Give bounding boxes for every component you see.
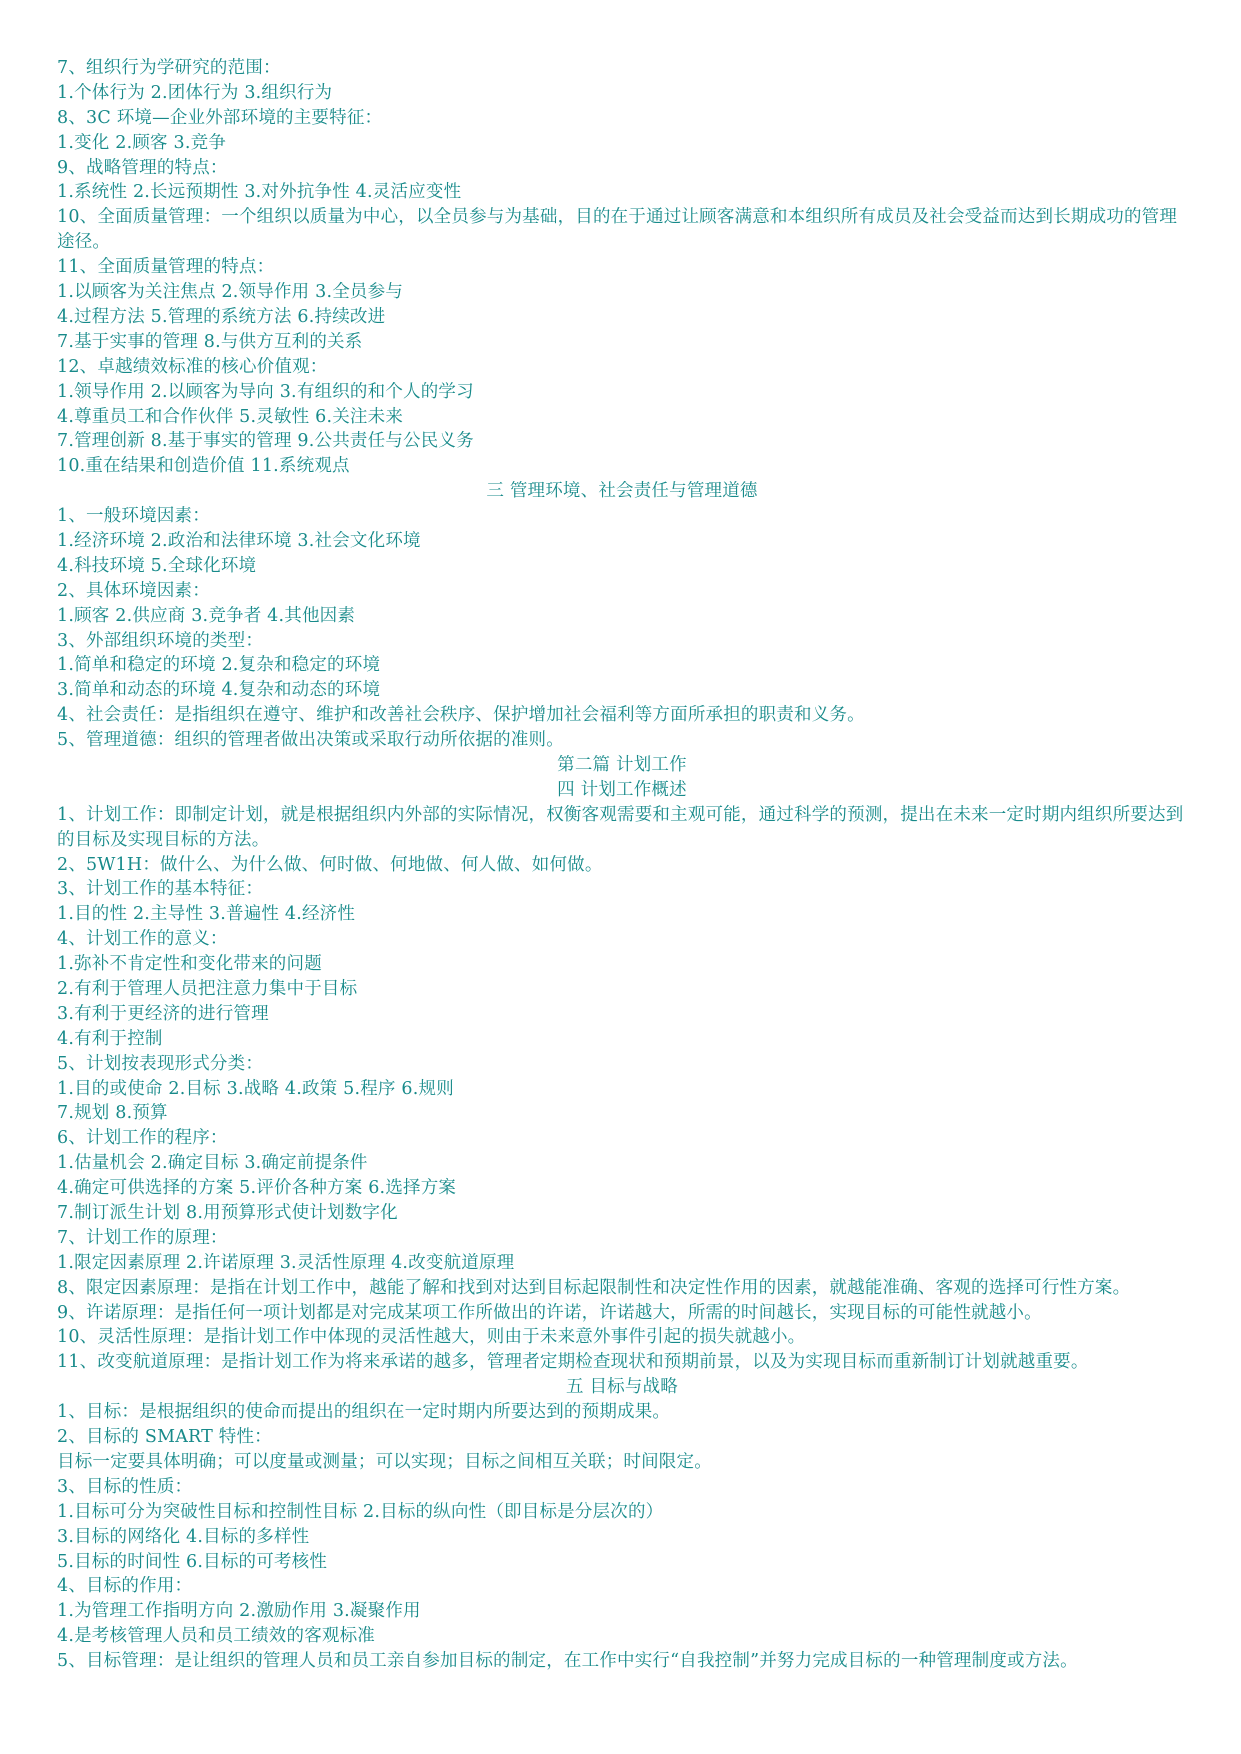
text-line: 4.确定可供选择的方案 5.评价各种方案 6.选择方案 [57, 1178, 457, 1199]
text-line: 11、改变航道原理：是指计划工作为将来承诺的越多，管理者定期检查现状和预期前景，以及为实现目标而重新制订计划就越重要。 [57, 1352, 1089, 1373]
text-line: 2、具体环境因素： [57, 580, 210, 601]
text-line: 7.管理创新 8.基于事实的管理 9.公共责任与公民义务 [57, 431, 474, 452]
text-line: 8、限定因素原理：是指在计划工作中，越能了解和找到对达到目标起限制性和决定性作用的因素，就越能准确、客观的选择可行性方案。 [57, 1277, 1131, 1298]
text-line: 3、外部组织环境的类型： [57, 630, 264, 651]
text-line: 6、计划工作的程序： [57, 1128, 228, 1149]
text-line: 10、灵活性原理：是指计划工作中体现的灵活性越大，则由于未来意外事件引起的损失就越小。 [57, 1327, 806, 1348]
text-line: 9、许诺原理：是指任何一项计划都是对完成某项工作所做出的许诺，许诺越大，所需的时间越长，实现目标的可能性就越小。 [57, 1302, 1042, 1323]
text-line: 1.简单和稳定的环境 2.复杂和稳定的环境 [57, 655, 381, 676]
text-line: 1.系统性 2.长远预期性 3.对外抗争性 4.灵活应变性 [57, 182, 462, 203]
section-heading: 三 管理环境、社会责任与管理道德 [486, 481, 758, 502]
text-line: 5、计划按表现形式分类： [57, 1053, 264, 1074]
text-line: 10.重在结果和创造价值 11.系统观点 [57, 456, 350, 477]
text-line: 3.有利于更经济的进行管理 [57, 1003, 269, 1024]
text-line: 4.是考核管理人员和员工绩效的客观标准 [57, 1626, 375, 1647]
text-line: 3、计划工作的基本特征： [57, 879, 264, 900]
text-line: 1.为管理工作指明方向 2.激励作用 3.凝聚作用 [57, 1601, 421, 1622]
section-heading: 五 目标与战略 [566, 1377, 678, 1398]
section-heading: 第二篇 计划工作 [557, 754, 687, 775]
text-line: 1.目的性 2.主导性 3.普遍性 4.经济性 [57, 904, 356, 925]
text-line: 12、卓越绩效标准的核心价值观： [57, 356, 328, 377]
text-line: 1.弥补不肯定性和变化带来的问题 [57, 954, 322, 975]
text-line: 2、5W1H：做什么、为什么做、何时做、何地做、何人做、如何做。 [57, 854, 603, 875]
text-line: 4、社会责任：是指组织在遵守、维护和改善社会秩序、保护增加社会福利等方面所承担的职责和义务。 [57, 705, 865, 726]
text-line: 5、管理道德：组织的管理者做出决策或采取行动所依据的准则。 [57, 730, 564, 751]
text-line: 1.变化 2.顾客 3.竞争 [57, 132, 227, 153]
text-line: 7.规划 8.预算 [57, 1103, 168, 1124]
text-line: 7.基于实事的管理 8.与供方互利的关系 [57, 331, 363, 352]
text-line: 1.限定因素原理 2.许诺原理 3.灵活性原理 4.改变航道原理 [57, 1252, 515, 1273]
text-line: 4、目标的作用： [57, 1576, 193, 1597]
text-line: 1.顾客 2.供应商 3.竞争者 4.其他因素 [57, 605, 356, 626]
text-line: 4.科技环境 5.全球化环境 [57, 555, 257, 576]
text-line: 1.以顾客为关注焦点 2.领导作用 3.全员参与 [57, 282, 404, 303]
text-line: 1.目标可分为突破性目标和控制性目标 2.目标的纵向性（即目标是分层次的） [57, 1501, 664, 1522]
text-line: 5.目标的时间性 6.目标的可考核性 [57, 1551, 328, 1572]
text-line: 11、全面质量管理的特点： [57, 257, 275, 278]
document-body [57, 56, 1187, 1674]
text-line: 7、组织行为学研究的范围： [57, 58, 281, 78]
text-line: 7、计划工作的原理： [57, 1227, 228, 1248]
text-line: 4.有利于控制 [57, 1028, 163, 1049]
text-line: 1、目标：是根据组织的使命而提出的组织在一定时期内所要达到的预期成果。 [57, 1402, 671, 1423]
text-line: 10、全面质量管理：一个组织以质量为中心，以全员参与为基础，目的在于通过让顾客满意和本组织所有成员及社会受益而达到长期成功的管理途径。 [57, 207, 1178, 253]
text-line: 7.制订派生计划 8.用预算形式使计划数字化 [57, 1203, 398, 1224]
text-line: 4.尊重员工和合作伙伴 5.灵敏性 6.关注未来 [57, 406, 404, 427]
text-line: 1.目的或使命 2.目标 3.战略 4.政策 5.程序 6.规则 [57, 1078, 454, 1099]
text-line: 1.估量机会 2.确定目标 3.确定前提条件 [57, 1153, 368, 1174]
text-line: 1、计划工作：即制定计划，就是根据组织内外部的实际情况，权衡客观需要和主观可能，通过科学的预测，提出在未来一定时期内组织所要达到的目标及实现目标的方法。 [57, 804, 1184, 850]
text-line: 目标一定要具体明确；可以度量或测量；可以实现；目标之间相互关联；时间限定。 [57, 1451, 712, 1472]
text-line: 1.个体行为 2.团体行为 3.组织行为 [57, 82, 333, 103]
text-line: 9、战略管理的特点： [57, 157, 228, 178]
text-line: 3.目标的网络化 4.目标的多样性 [57, 1526, 310, 1547]
text-line: 1.经济环境 2.政治和法律环境 3.社会文化环境 [57, 530, 421, 551]
text-line: 2、目标的 SMART 特性： [57, 1427, 272, 1448]
text-line: 4.过程方法 5.管理的系统方法 6.持续改进 [57, 306, 386, 327]
text-line: 4、计划工作的意义： [57, 929, 228, 950]
section-heading: 四 计划工作概述 [557, 779, 687, 800]
text-line: 8、3C 环境—企业外部环境的主要特征： [57, 107, 383, 128]
text-line: 3.简单和动态的环境 4.复杂和动态的环境 [57, 680, 381, 701]
text-line: 2.有利于管理人员把注意力集中于目标 [57, 979, 358, 1000]
text-line: 5、目标管理：是让组织的管理人员和员工亲自参加目标的制定，在工作中实行“自我控制”并努力完成目标的一种管理制度或方法。 [57, 1651, 1078, 1672]
text-line: 3、目标的性质： [57, 1476, 193, 1497]
text-line: 1.领导作用 2.以顾客为导向 3.有组织的和个人的学习 [57, 381, 474, 402]
text-line: 1、一般环境因素： [57, 506, 210, 527]
